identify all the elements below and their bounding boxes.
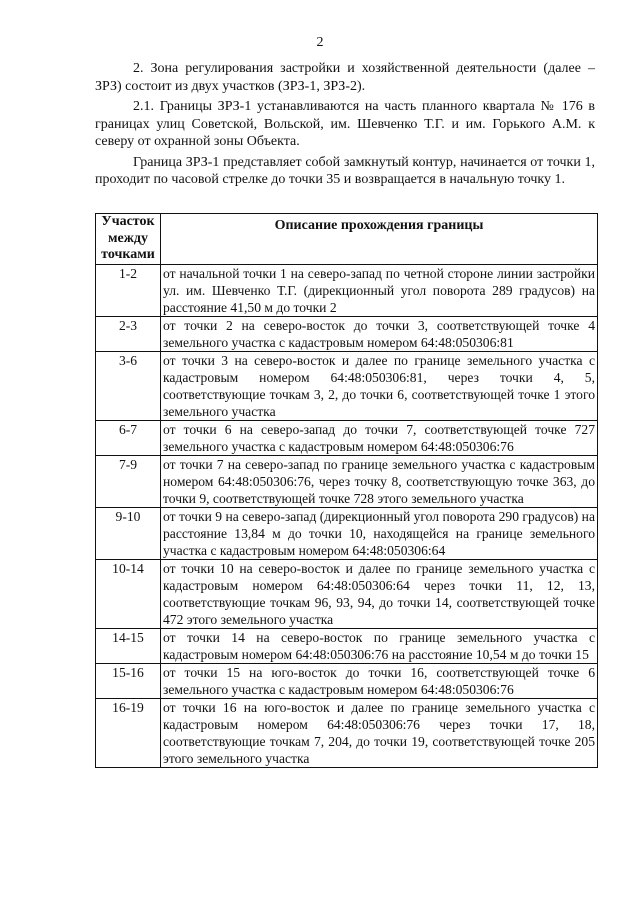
table-header-row xyxy=(96,214,598,265)
description-cell: от точки 10 на северо-восток и далее по границе земельного участка с кадастровым номером 64:48:050306:64 через точки 11, 12, 13, соответствующие точкам 96, 93, 94, до точки 14, соответствующей точке 472 этого земельного участка xyxy=(161,559,598,628)
segment-cell: 3-6 xyxy=(96,351,161,420)
header-description xyxy=(161,214,598,265)
table-row xyxy=(96,420,598,455)
table-row xyxy=(96,316,598,351)
description-cell: от точки 9 на северо-запад (дирекционный угол поворота 290 градусов) на расстояние 13,84 м до точки 10, находящейся на границе земельного участка с кадастровым номером 64:48:050306:64 xyxy=(161,507,598,559)
paragraph-zrz: 2. Зона регулирования застройки и хозяйственной деятельности (далее – ЗРЗ) состоит из двух участков (ЗРЗ-1, ЗРЗ-2). xyxy=(95,61,595,94)
page-number: 2 xyxy=(316,35,324,50)
table-row xyxy=(96,264,598,316)
description-cell: от точки 3 на северо-восток и далее по границе земельного участка с кадастровым номером 64:48:050306:81, через точки 4, 5, соответствующие точкам 3, 2, до точки 6, соответствующей точке 1 этого земельного участка xyxy=(161,351,598,420)
segment-cell: 15-16 xyxy=(96,663,161,698)
segment-cell: 7-9 xyxy=(96,455,161,507)
segment-cell: 16-19 xyxy=(96,698,161,767)
segment-cell: 2-3 xyxy=(96,316,161,351)
paragraph-zrz1-bounds: 2.1. Границы ЗРЗ-1 устанавливаются на часть планного квартала № 176 в границах улиц Советской, Вольской, им. Шевченко Т.Г. и им. Горького А.М. к северу от охранной зоны Объекта. xyxy=(95,99,595,149)
description-cell: от точки 2 на северо-восток до точки 3, соответствующей точке 4 земельного участка с кадастровым номером 64:48:050306:81 xyxy=(161,316,598,351)
table-row xyxy=(96,628,598,663)
segment-cell: 14-15 xyxy=(96,628,161,663)
segment-cell: 10-14 xyxy=(96,559,161,628)
table-row xyxy=(96,559,598,628)
paragraph-zrz1-contour: Граница ЗРЗ-1 представляет собой замкнутый контур, начинается от точки 1, проходит по часовой стрелке до точки 35 и возвращается в начальную точку 1. xyxy=(95,154,595,187)
table-row xyxy=(96,351,598,420)
header-segment: Участок между точками xyxy=(96,214,161,265)
table-row xyxy=(96,663,598,698)
segment-cell: 1-2 xyxy=(96,264,161,316)
description-cell: от точки 14 на северо-восток по границе земельного участка с кадастровым номером 64:48:050306:76 на расстояние 10,54 м до точки 15 xyxy=(161,628,598,663)
description-cell: от точки 16 на юго-восток и далее по границе земельного участка с кадастровым номером 64:48:050306:76 через точки 17, 18, соответствующие точкам 7, 204, до точки 19, соответствующей точке 205 этого земельного участка xyxy=(161,698,598,767)
segment-cell: 9-10 xyxy=(96,507,161,559)
segment-cell: 6-7 xyxy=(96,420,161,455)
description-cell: от начальной точки 1 на северо-запад по четной стороне линии застройки ул. им. Шевченко Т.Г. (дирекционный угол поворота 289 градусов) на расстояние 41,50 м до точки 2 xyxy=(161,264,598,316)
description-cell: от точки 6 на северо-запад до точки 7, соответствующей точке 727 земельного участка с кадастровым номером 64:48:050306:76 xyxy=(161,420,598,455)
intro-text xyxy=(95,60,595,192)
description-cell: от точки 7 на северо-запад по границе земельного участка с кадастровым номером 64:48:050306:76, через точку 8, соответствующую точке 363, до точки 9, соответствующей точке 728 этого земельного участка xyxy=(161,455,598,507)
table-row xyxy=(96,507,598,559)
description-cell: от точки 15 на юго-восток до точки 16, соответствующей точке 6 земельного участка с кадастровым номером 64:48:050306:76 xyxy=(161,663,598,698)
header-description-text: Описание прохождения границы xyxy=(274,218,484,233)
table-row xyxy=(96,698,598,767)
boundary-table xyxy=(95,213,598,768)
table-row xyxy=(96,455,598,507)
